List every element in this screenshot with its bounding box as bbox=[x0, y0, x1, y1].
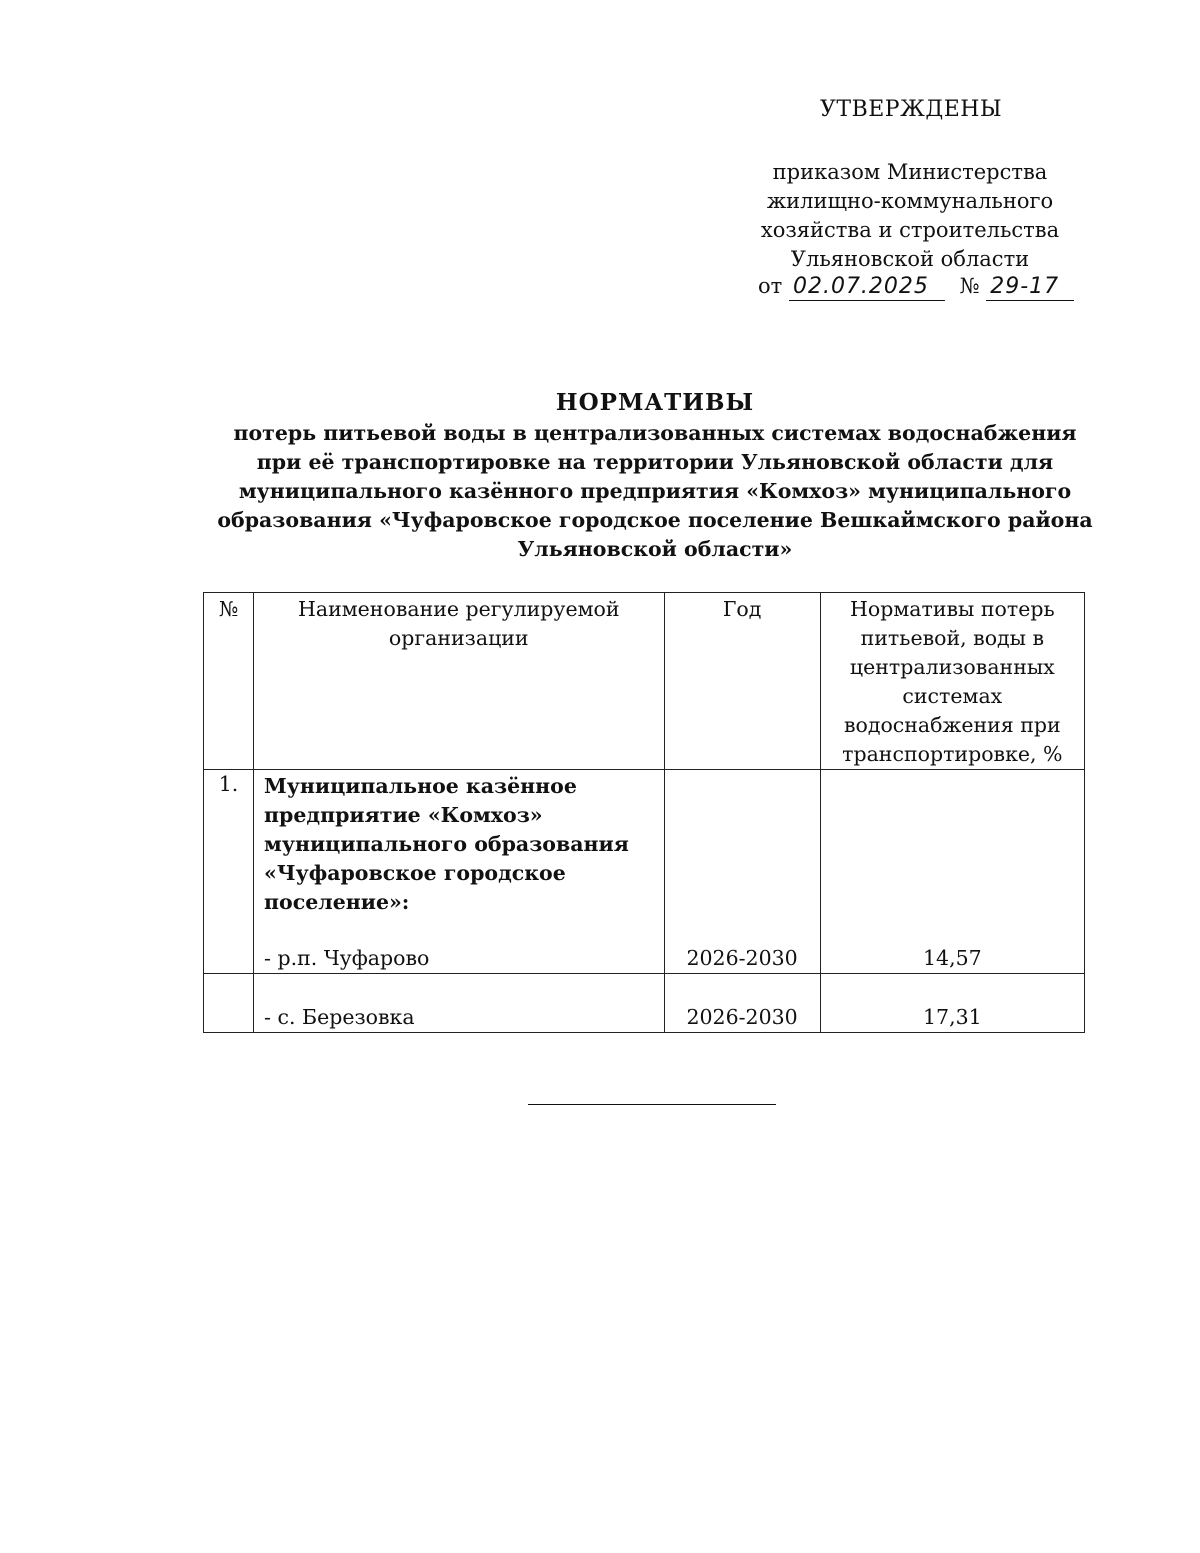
approval-line: жилищно-коммунального bbox=[766, 189, 1054, 213]
settlement-name: - р.п. Чуфарово bbox=[264, 946, 430, 970]
header-year: Год bbox=[664, 593, 820, 770]
order-date-number bbox=[758, 270, 1074, 302]
handwritten-date: 02.07.2025 bbox=[789, 274, 945, 301]
row-norm: 14,57 bbox=[820, 770, 1084, 974]
header-norm-text: Нормативы потерь питьевой, воды в централизованных системах водоснабжения при транспортировке, % bbox=[842, 597, 1063, 766]
title-sub bbox=[200, 419, 1110, 564]
handwritten-number: 29-17 bbox=[986, 274, 1074, 301]
header-org-text: Наименование регулируемой организации bbox=[297, 597, 620, 650]
header-norm bbox=[820, 593, 1084, 770]
title-sub-line: муниципального казённого предприятия «Комхоз» муниципального bbox=[238, 479, 1072, 503]
row-norm: 17,31 bbox=[820, 974, 1084, 1033]
end-separator-line bbox=[528, 1104, 776, 1105]
title-sub-line: Ульяновской области» bbox=[517, 537, 793, 561]
title-main: НОРМАТИВЫ bbox=[555, 389, 755, 416]
title-sub-line: образования «Чуфаровское городское поселение Вешкаймского района bbox=[217, 508, 1093, 532]
approval-body bbox=[740, 158, 1080, 274]
row-num-empty bbox=[204, 974, 254, 1033]
row-num: 1. bbox=[204, 770, 254, 974]
header-org bbox=[254, 593, 664, 770]
table-header-row bbox=[204, 593, 1085, 770]
number-prefix: № bbox=[959, 274, 980, 298]
document-title bbox=[200, 387, 1110, 564]
title-sub-line: потерь питьевой воды в централизованных системах водоснабжения bbox=[233, 421, 1077, 445]
approval-line: приказом Министерства bbox=[772, 160, 1048, 184]
date-prefix: от bbox=[758, 274, 783, 298]
approval-heading: УТВЕРЖДЕНЫ bbox=[820, 97, 1003, 122]
row-org bbox=[254, 770, 664, 974]
header-num: № bbox=[204, 593, 254, 770]
settlement-name: - с. Березовка bbox=[264, 1005, 415, 1029]
row-year: 2026-2030 bbox=[664, 974, 820, 1033]
approval-line: хозяйства и строительства bbox=[760, 218, 1060, 242]
title-sub-line: при её транспортировке на территории Ульяновской области для bbox=[256, 450, 1054, 474]
table-row bbox=[204, 770, 1085, 974]
row-year: 2026-2030 bbox=[664, 770, 820, 974]
approval-line: Ульяновской области bbox=[790, 247, 1030, 271]
org-name: Муниципальное казённое предприятие «Комхоз» муниципального образования «Чуфаровское городское поселение»: bbox=[264, 774, 629, 914]
table-row bbox=[204, 974, 1085, 1033]
norms-table bbox=[203, 592, 1085, 1033]
row-org bbox=[254, 974, 664, 1033]
